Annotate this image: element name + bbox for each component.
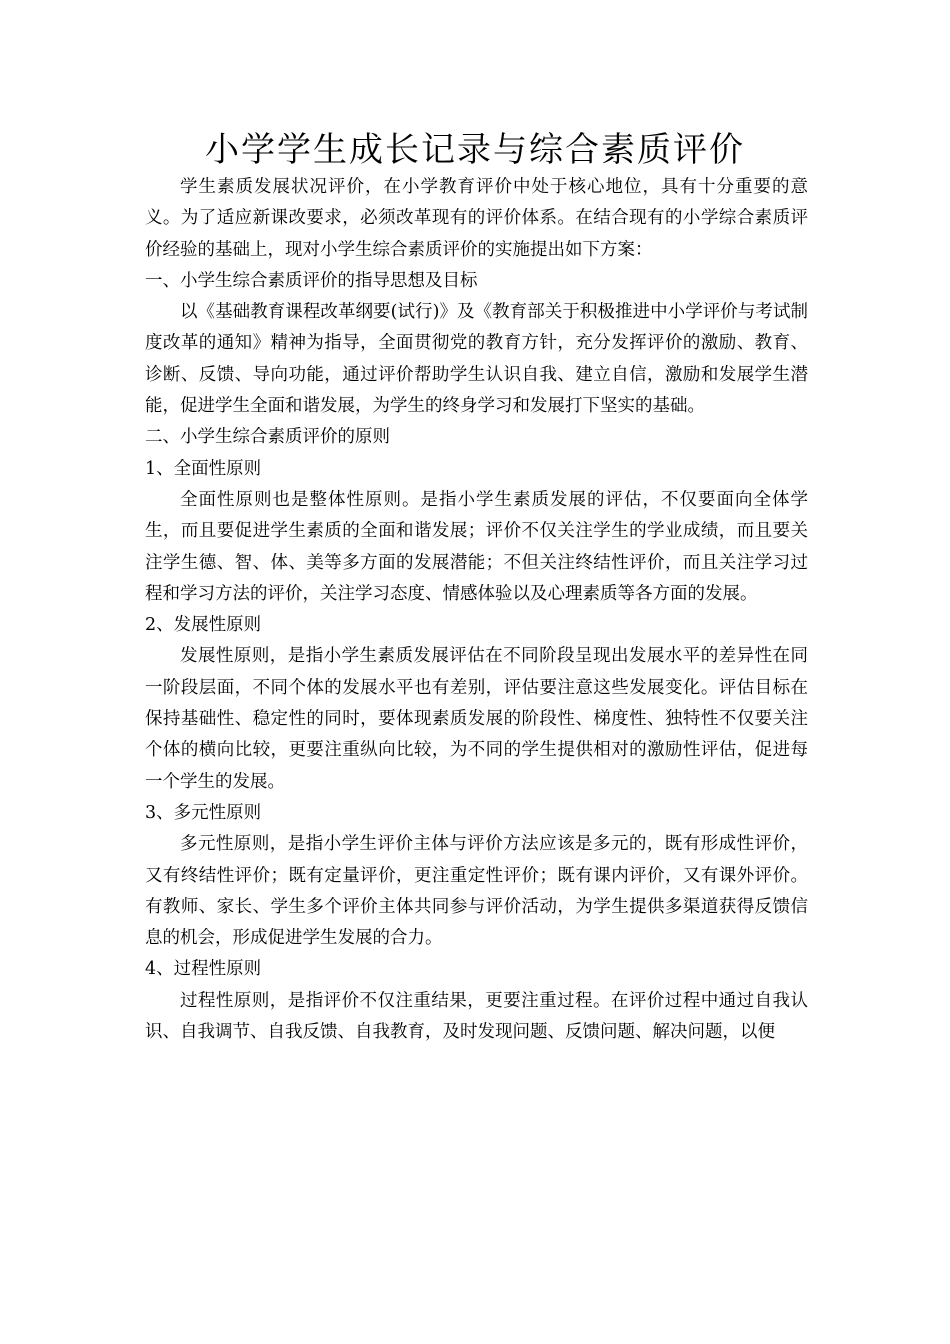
body-paragraph: 多元性原则，是指小学生评价主体与评价方法应该是多元的，既有形成性评价，又有终结性评价；既有定量评价，更注重定性评价；既有课内评价，又有课外评价。有教师、家长、学生多个评价主体共同参与评价活动，为学生提供多渠道获得反馈信息的机会，形成促进学生发展的合力。 (145, 834, 808, 949)
body-paragraph: 以《基础教育课程改革纲要(试行)》及《教育部关于积极推进中小学评价与考试制度改革的通知》精神为指导，全面贯彻党的教育方针，充分发挥评价的激励、教育、诊断、反馈、导向功能，通过评价帮助学生认识自我、建立自信，激励和发展学生潜能，促进学生全面和谐发展，为学生的终身学习和发展打下坚实的基础。 (145, 302, 808, 417)
section-heading: 2、发展性原则 (145, 615, 262, 636)
page-title: 小学学生成长记录与综合素质评价 (205, 130, 745, 170)
section-heading: 3、多元性原则 (145, 802, 262, 823)
section-heading: 一、小学生综合素质评价的指导思想及目标 (145, 270, 478, 291)
section-heading: 1、全面性原则 (145, 458, 262, 479)
section-heading: 4、过程性原则 (145, 959, 262, 980)
document-body (145, 172, 808, 1048)
section-heading: 二、小学生综合素质评价的原则 (145, 427, 390, 448)
body-paragraph: 发展性原则，是指小学生素质发展评估在不同阶段呈现出发展水平的差异性在同一阶段层面，不同个体的发展水平也有差别，评估要注意这些发展变化。评估目标在保持基础性、稳定性的同时，要体现素质发展的阶段性、梯度性、独特性不仅要关注个体的横向比较，更要注重纵向比较，为不同的学生提供相对的激励性评估，促进每一个学生的发展。 (145, 646, 808, 792)
body-paragraph: 全面性原则也是整体性原则。是指小学生素质发展的评估，不仅要面向全体学生，而且要促进学生素质的全面和谐发展；评价不仅关注学生的学业成绩，而且要关注学生德、智、体、美等多方面的发展潜能；不但关注终结性评价，而且关注学习过程和学习方法的评价，关注学习态度、情感体验以及心理素质等各方面的发展。 (145, 489, 808, 604)
body-paragraph: 过程性原则，是指评价不仅注重结果，更要注重过程。在评价过程中通过自我认识、自我调节、自我反馈、自我教育，及时发现问题、反馈问题、解决问题，以便 (145, 990, 808, 1043)
body-paragraph: 学生素质发展状况评价，在小学教育评价中处于核心地位，具有十分重要的意义。为了适应新课改要求，必须改革现有的评价体系。在结合现有的小学综合素质评价经验的基础上，现对小学生综合素质评价的实施提出如下方案： (145, 177, 808, 260)
